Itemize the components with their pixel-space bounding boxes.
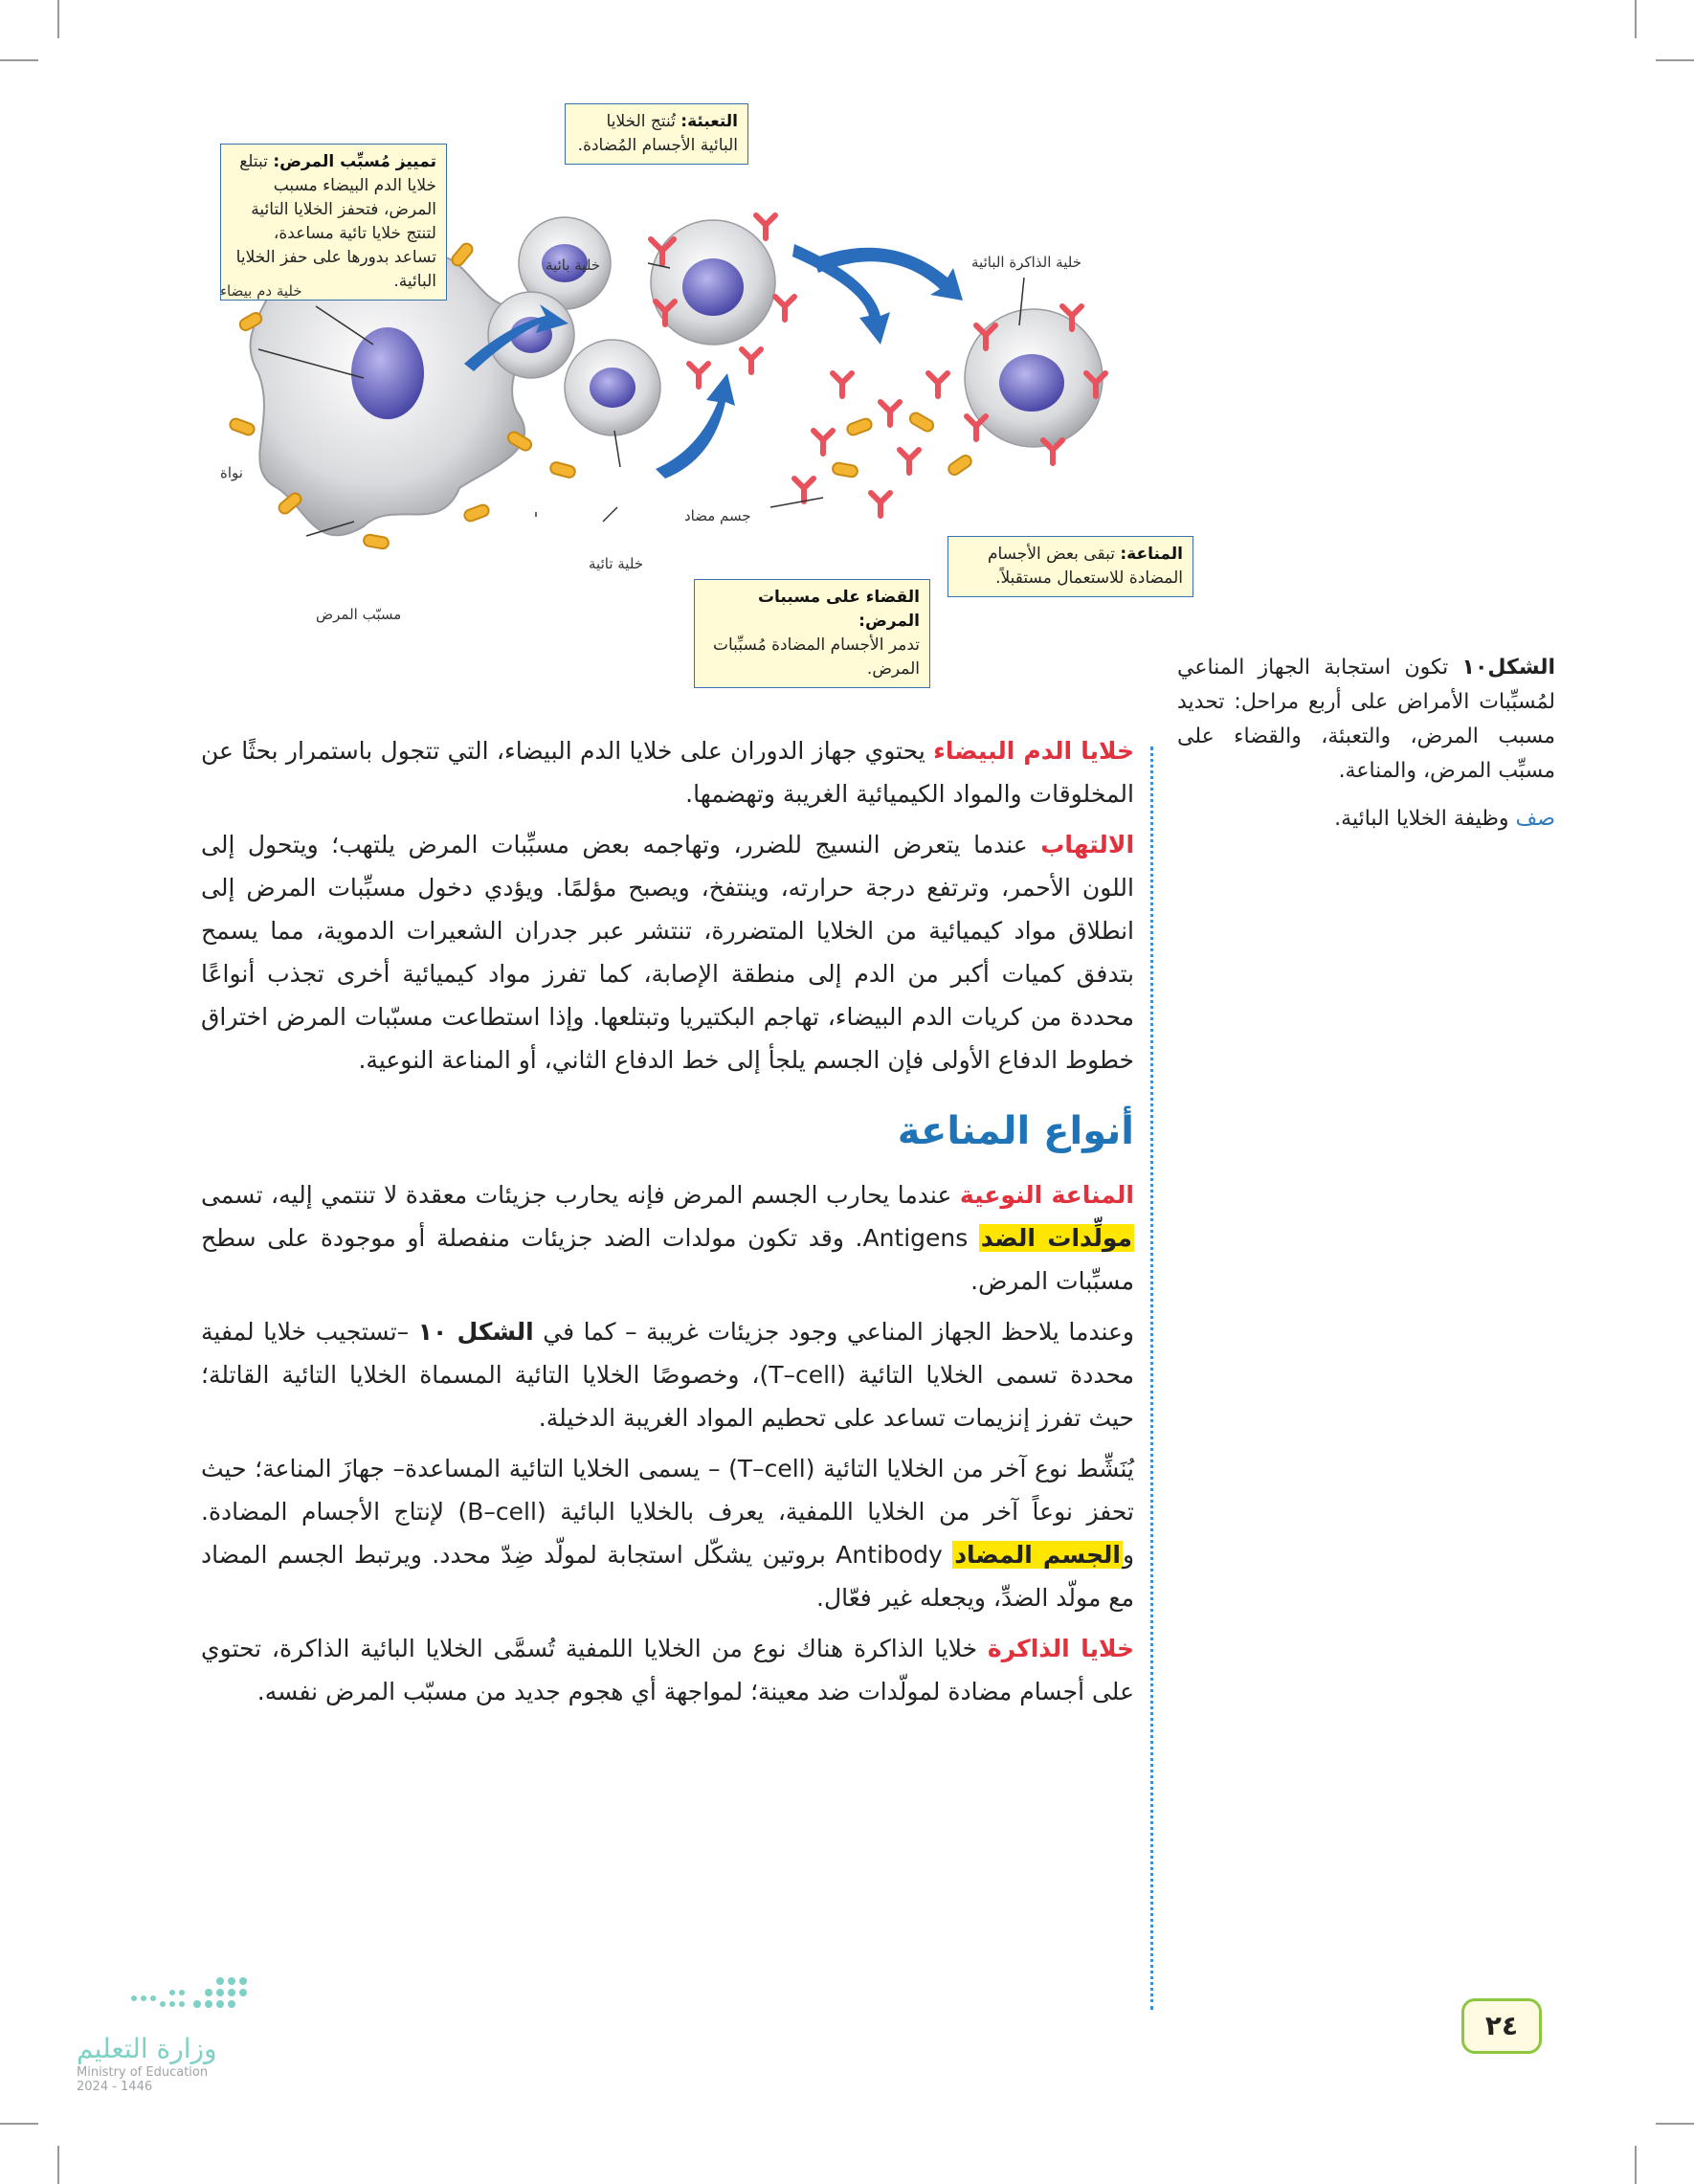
crop-mark <box>1635 2146 1637 2184</box>
callout-recognition-text: تبتلع خلايا الدم البيضاء مسبب المرض، فتحفز الخلايا التائية لتنتج خلايا تائية مساعدة، تساعد بدورها على حفز الخلايا البائية. <box>235 152 436 291</box>
label-memory-cell: خلية الذاكرة البائية <box>971 254 1081 271</box>
paragraph-text: –تستجيب خلايا لمفية محددة تسمى الخلايا التائية (T–cell)، وخصوصًا الخلايا التائية المسماة الخلايا التائية القاتلة؛ حيث تفرز إنزيمات تساعد على تحطيم المواد الغريبة الدخيلة. <box>201 1318 1135 1432</box>
immune-response-figure <box>220 86 1225 699</box>
callout-recognition-title: تمييز مُسبِّب المرض: <box>273 152 436 171</box>
label-white-cell: خلية دم بيضاء <box>220 282 302 300</box>
paragraph-text: خلايا الذاكرة هناك نوع من الخلايا اللمفية تُسمَّى الخلايا البائية الذاكرة، تحتوي على أجسام مضادة لمولّدات ضد معينة؛ لمواجهة أي هجوم جديد من مسبّب المرض نفسه. <box>201 1635 1134 1705</box>
paragraph-inflammation <box>201 823 1134 1081</box>
caption-body <box>1177 651 1555 789</box>
callout-immunity-title: المناعة: <box>1120 545 1183 564</box>
callout-activation-text: تُنتج الخلايا البائية الأجسام المُضادة. <box>577 112 738 155</box>
memory-b-cell <box>965 309 1103 447</box>
callout-destroy <box>694 579 930 688</box>
label-b-cell: خلية بائية <box>546 256 601 274</box>
callout-destroy-title: القضاء على مسببات المرض: <box>757 588 920 631</box>
main-text <box>201 729 1134 1721</box>
b-cell <box>651 220 775 345</box>
crop-mark <box>1656 2123 1694 2125</box>
caption-question-text: وظيفة الخلايا البائية. <box>1334 807 1509 831</box>
paragraph-text: يحتوي جهاز الدوران على خلايا الدم البيضاء، التي تتجول باستمرار بحثًا عن المخلوقات والمواد الكيميائية الغريبة وتهضمها. <box>201 737 1134 808</box>
term-memory-cells: خلايا الذاكرة <box>987 1635 1134 1662</box>
label-t-cell: خلية تائية <box>589 555 644 572</box>
callout-activation <box>565 103 748 165</box>
paragraph-text: وعندما يلاحظ الجهاز المناعي وجود جزيئات غريبة – كما في <box>543 1318 1134 1346</box>
logo-dots-icon <box>77 1972 249 2029</box>
pathogens-attacked <box>832 411 973 478</box>
paragraph-helper-cells <box>201 1447 1134 1619</box>
paragraph-text: يُنَشِّط نوع آخر من الخلايا التائية (T–cell) – يسمى الخلايا التائية المساعدة– جهازَ المناعة؛ حيث تحفز نوعاً آخر من الخلايا اللمفية، يعرف بالخلايا البائية (B–cell) لإنتاج الأجسام المضادة. و <box>201 1455 1135 1569</box>
crop-mark <box>57 0 59 38</box>
highlight-antibody: الجسم المضاد <box>954 1541 1121 1569</box>
term-white-blood-cells: خلايا الدم البيضاء <box>933 737 1134 765</box>
figure-caption <box>1177 651 1555 836</box>
callout-destroy-text: تدمر الأجسام المضادة مُسبِّبات المرض. <box>713 635 920 679</box>
crop-mark <box>57 2146 59 2184</box>
section-title: أنواع المناعة <box>897 1109 1134 1153</box>
figure-reference: الشكل ١٠ <box>417 1318 534 1346</box>
page-number: ٢٤ <box>1461 1998 1542 2054</box>
crop-mark <box>1635 0 1637 38</box>
caption-figure-label: الشكل١٠ <box>1461 656 1556 680</box>
callout-recognition <box>220 144 447 301</box>
paragraph-white-blood-cells <box>201 729 1134 815</box>
paragraph-text: Antigens. وقد تكون مولدات الضد جزيئات منفصلة أو موجودة على سطح مسبِّبات المرض. <box>201 1224 1134 1295</box>
callout-immunity <box>947 536 1193 597</box>
callout-activation-title: التعبئة: <box>680 112 738 131</box>
column-divider <box>1150 747 1153 2010</box>
label-nucleus: نواة <box>220 464 243 481</box>
paragraph-specific-immunity <box>201 1173 1134 1303</box>
crop-mark <box>0 2123 38 2125</box>
logo-year: 2024 - 1446 <box>77 2080 153 2094</box>
paragraph-t-cells <box>201 1310 1134 1439</box>
paragraph-memory-cells <box>201 1627 1134 1713</box>
logo-name-en: Ministry of Education <box>77 2065 209 2080</box>
logo-name-ar: وزارة التعليم <box>77 2033 217 2064</box>
caption-question-keyword: صف <box>1515 807 1555 831</box>
paragraph-text: Antibody بروتين يشكّل استجابة لمولّد ضِدّ محدد. ويرتبط الجسم المضاد مع مولّد الضدِّ، ويجعله غير فعّال. <box>201 1541 1134 1612</box>
label-pathogen: مسبّب المرض <box>316 606 402 623</box>
label-antibody: جسم مضاد <box>684 507 751 524</box>
term-inflammation: الالتهاب <box>1040 831 1135 858</box>
highlight-antigens: مولِّدات الضد <box>980 1224 1132 1252</box>
paragraph-text: عندما يتعرض النسيج للضرر، وتهاجمه بعض مسبِّبات المرض يلتهب؛ ويتحول إلى اللون الأحمر، وترتفع درجة حرارته، وينتفخ، ويصبح مؤلمًا. ويؤدي دخول مسبِّبات المرض إلى انطلاق مواد كيميائية من الخلايا المتضررة، تنتشر عبر جدران الشعيرات الدموية، مما يسمح بتدفق كميات أكبر من الدم إلى منطقة الإصابة، كما تفرز مواد كيميائية أخرى تجذب أنواعًا محددة من كريات الدم البيضاء، تهاجم البكتيريا وتبتلعها. وإذا استطاعت مسبّبات المرض اختراق خطوط الدفاع الأولى فإن الجسم يلجأ إلى خط الدفاع الثاني، أو المناعة النوعية. <box>201 831 1134 1074</box>
crop-mark <box>0 59 38 61</box>
paragraph-text: عندما يحارب الجسم المرض فإنه يحارب جزيئات معقدة لا تنتمي إليه، تسمى <box>201 1181 952 1209</box>
term-specific-immunity: المناعة النوعية <box>959 1181 1134 1209</box>
callout-immunity-text: تبقى بعض الأجسام المضادة للاستعمال مستقبلاً. <box>987 545 1183 588</box>
crop-mark <box>1656 59 1694 61</box>
ministry-logo <box>77 1972 249 2115</box>
caption-question <box>1177 802 1555 836</box>
nucleus-shape <box>351 327 424 419</box>
caption-text: تكون استجابة الجهاز المناعي لمُسبِّبات الأمراض على أربع مراحل: تحديد مسبب المرض، والتعبئة، والقضاء على مسبِّب المرض، والمناعة. <box>1177 656 1555 783</box>
